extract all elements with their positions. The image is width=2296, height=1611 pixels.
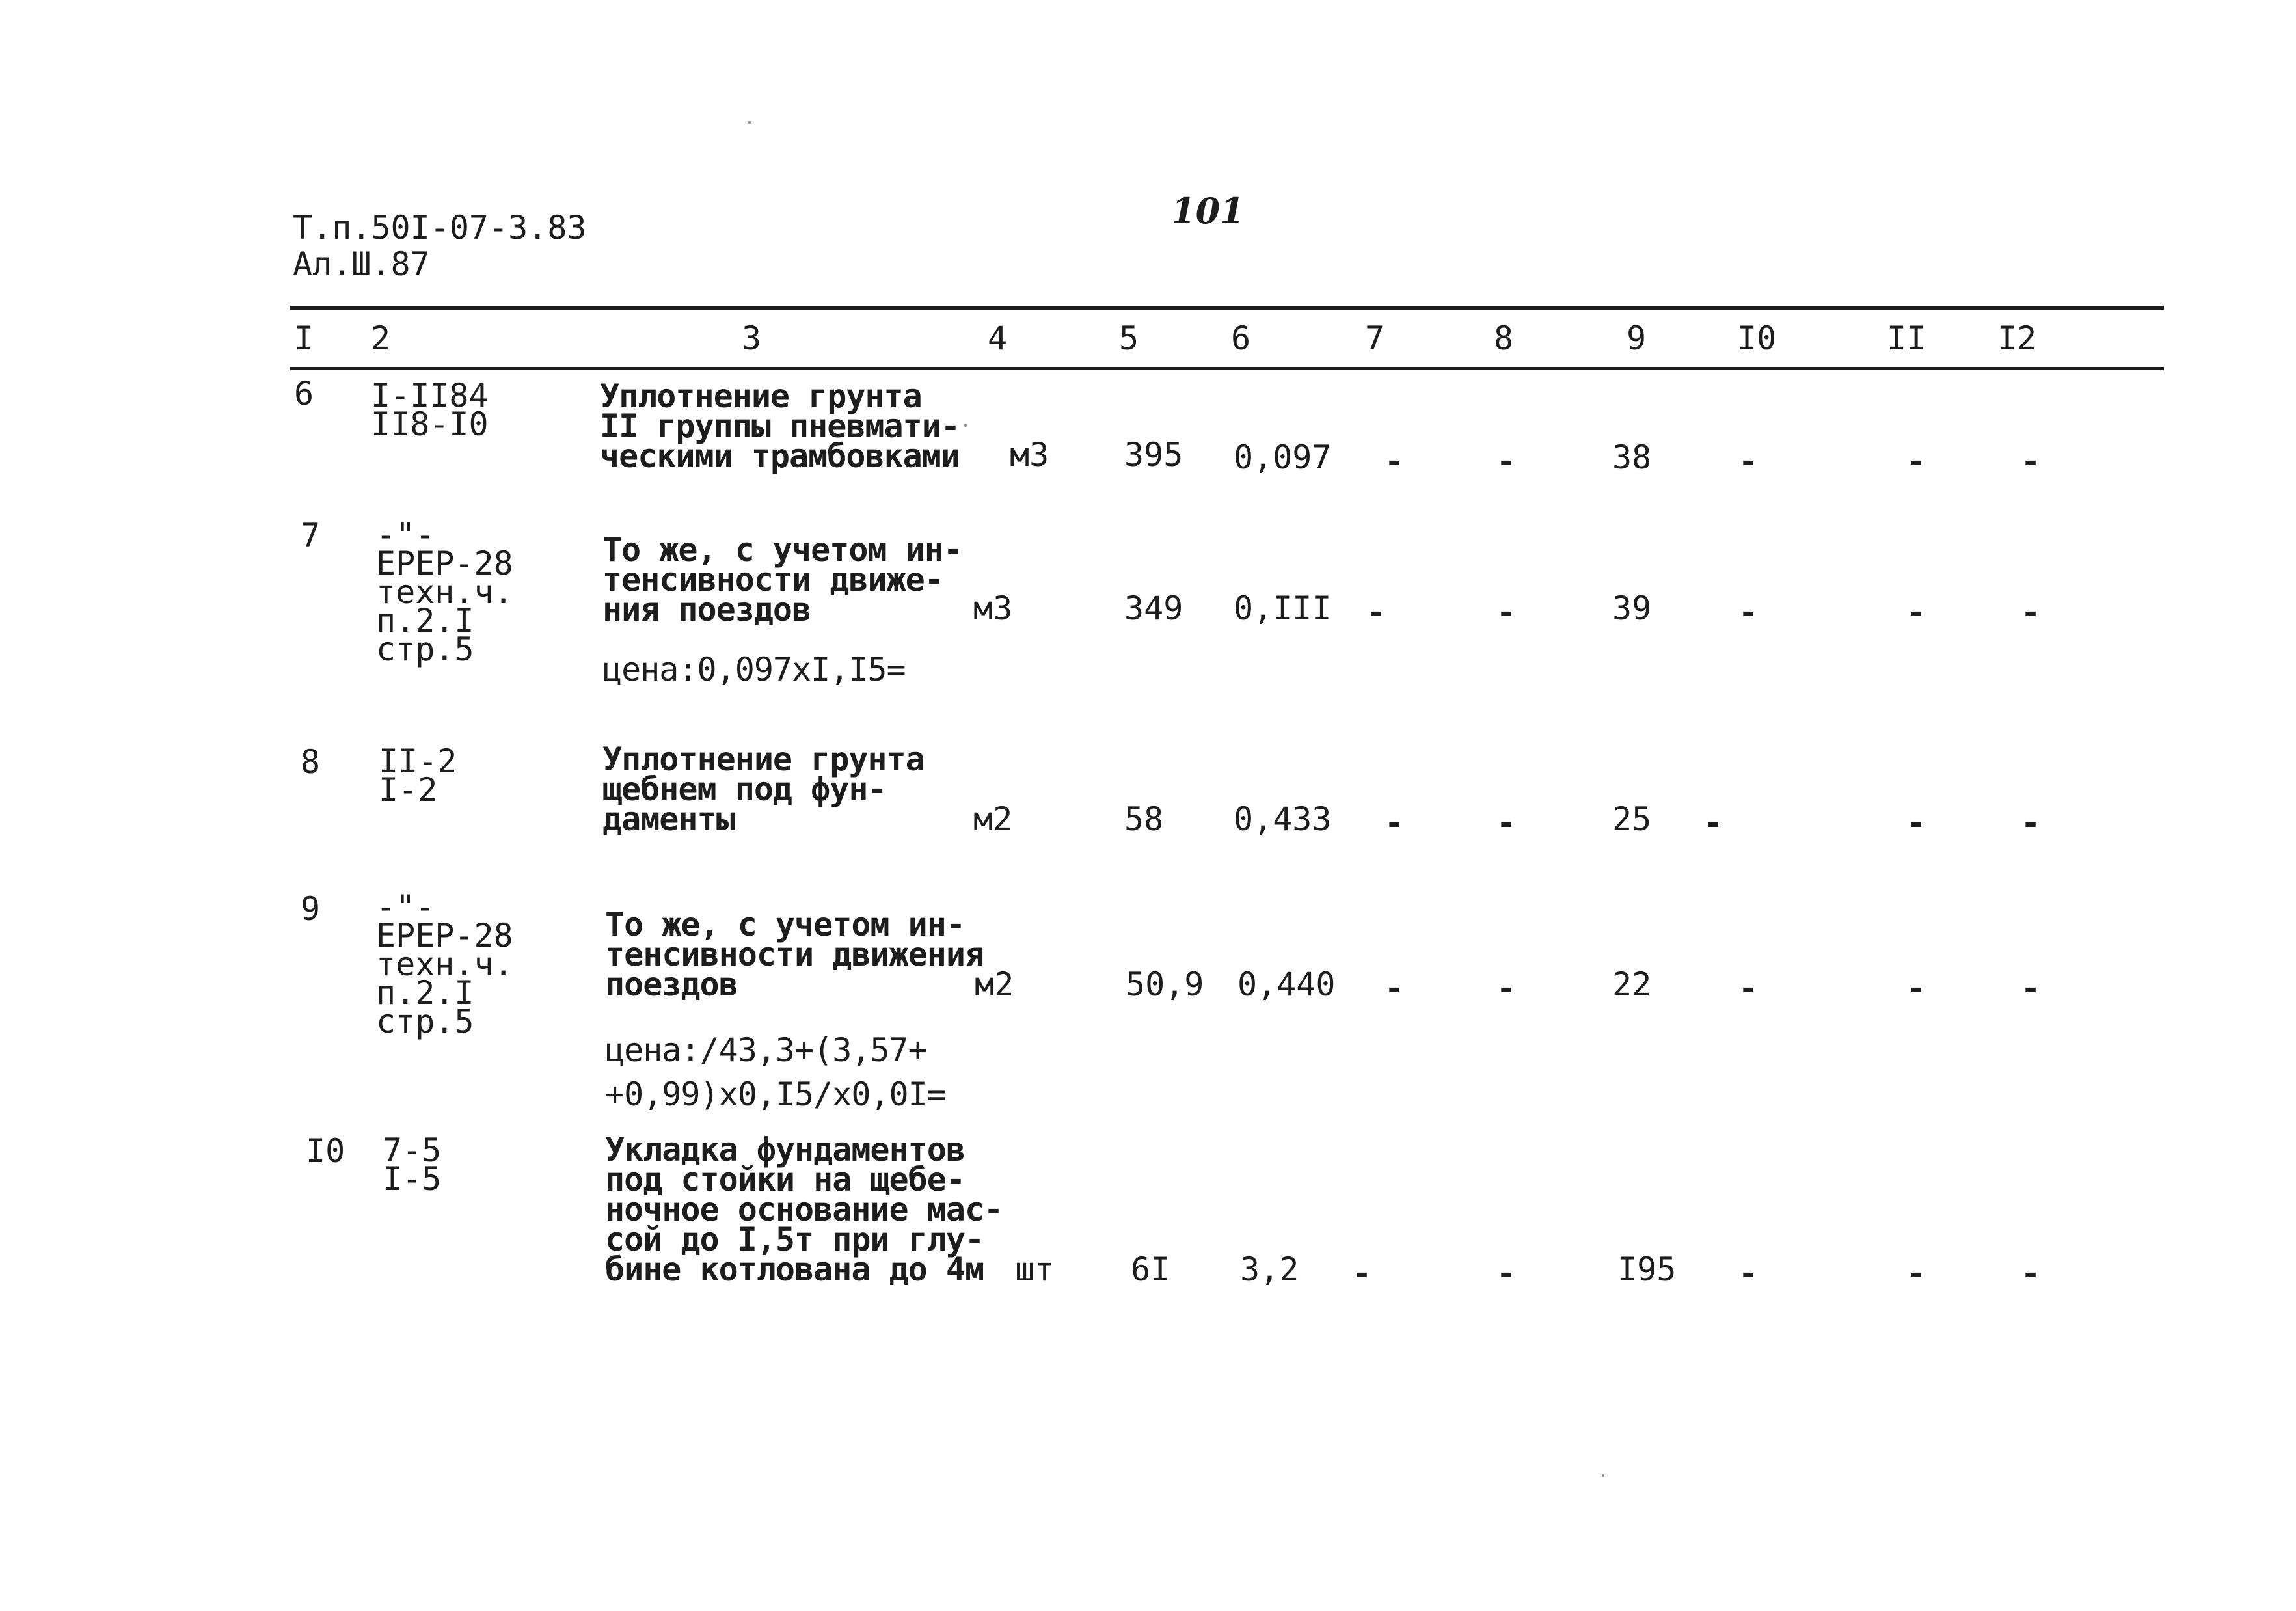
row-number: 9 bbox=[301, 890, 321, 928]
cell-col8: - bbox=[1496, 1254, 1517, 1292]
cell-col10: - bbox=[1738, 1254, 1759, 1292]
column-header-8: 8 bbox=[1494, 319, 1514, 357]
cell-col8: - bbox=[1496, 442, 1517, 480]
row-number: 6 bbox=[294, 375, 314, 413]
norm-code: -"- ЕРЕР-28 техн.ч. п.2.I стр.5 bbox=[376, 516, 513, 668]
work-description: То же, с учетом ин- тенсивности движения поездов bbox=[605, 906, 984, 1003]
row-number: I0 bbox=[306, 1132, 345, 1170]
column-header-4: 4 bbox=[988, 319, 1008, 357]
quantity: 395 bbox=[1124, 436, 1183, 474]
column-header-6: 6 bbox=[1231, 319, 1251, 357]
row-number: 8 bbox=[301, 743, 321, 781]
scan-speck bbox=[964, 424, 967, 427]
unit-cost: 0,III bbox=[1234, 589, 1332, 627]
unit-cost: 0,097 bbox=[1234, 439, 1332, 476]
column-header-3: 3 bbox=[742, 319, 762, 357]
cell-col11: - bbox=[1906, 804, 1926, 842]
price-note: цена:0,097хI,I5= bbox=[602, 651, 906, 688]
table-top-rule bbox=[290, 306, 2164, 310]
cell-col7: - bbox=[1384, 804, 1405, 842]
cell-col12: - bbox=[2021, 1254, 2041, 1292]
quantity: 6I bbox=[1131, 1251, 1170, 1288]
cell-col7: - bbox=[1384, 442, 1405, 480]
cell-col8: - bbox=[1496, 969, 1517, 1007]
cell-col8: - bbox=[1496, 804, 1517, 842]
column-header-1: I bbox=[294, 319, 314, 357]
cell-col8: - bbox=[1496, 593, 1517, 631]
norm-code: -"- ЕРЕР-28 техн.ч. п.2.I стр.5 bbox=[376, 888, 513, 1040]
total-cost: 25 bbox=[1612, 800, 1652, 838]
work-description: То же, с учетом ин- тенсивности движе- ния поездов bbox=[602, 531, 962, 629]
doc-code: Т.п.50I-07-3.83 bbox=[293, 209, 587, 247]
norm-code: 7-5 I-5 bbox=[383, 1131, 442, 1198]
unit: м3 bbox=[973, 589, 1013, 627]
norm-code: I-II84 II8-I0 bbox=[371, 377, 489, 443]
row-number: 7 bbox=[301, 517, 321, 554]
norm-code: II-2 I-2 bbox=[379, 742, 457, 809]
total-cost: 38 bbox=[1612, 439, 1652, 476]
price-note: цена:/43,3+(3,57+ +0,99)х0,I5/х0,0I= bbox=[605, 1031, 946, 1113]
cell-col12: - bbox=[2021, 969, 2041, 1007]
cell-col10: - bbox=[1738, 969, 1759, 1007]
work-description: Уплотнение грунта II группы пневмати- ческими трамбовками bbox=[600, 377, 960, 475]
cell-col11: - bbox=[1906, 969, 1926, 1007]
column-header-7: 7 bbox=[1365, 319, 1385, 357]
unit: шт bbox=[1015, 1251, 1055, 1288]
scan-speck bbox=[748, 121, 751, 124]
album-reference: Ал.Ш.87 bbox=[293, 245, 430, 283]
column-header-5: 5 bbox=[1119, 319, 1139, 357]
quantity: 349 bbox=[1124, 589, 1183, 627]
table-header-rule bbox=[290, 367, 2164, 370]
cell-col12: - bbox=[2021, 593, 2041, 631]
cell-col10: - bbox=[1738, 442, 1759, 480]
quantity: 50,9 bbox=[1126, 966, 1204, 1003]
cell-col7: - bbox=[1352, 1254, 1372, 1292]
unit: м2 bbox=[973, 800, 1013, 838]
unit: м3 bbox=[1010, 436, 1049, 474]
cell-col11: - bbox=[1906, 593, 1926, 631]
column-header-11: II bbox=[1887, 319, 1926, 357]
page-number: 101 bbox=[1171, 190, 1245, 232]
scan-speck bbox=[1602, 1474, 1604, 1477]
unit: м2 bbox=[975, 966, 1014, 1003]
total-cost: 39 bbox=[1612, 589, 1652, 627]
total-cost: I95 bbox=[1617, 1251, 1677, 1288]
quantity: 58 bbox=[1124, 800, 1164, 838]
unit-cost: 0,433 bbox=[1234, 800, 1332, 838]
cell-col12: - bbox=[2021, 804, 2041, 842]
document-header bbox=[293, 210, 587, 282]
cell-col7: - bbox=[1384, 969, 1405, 1007]
cell-col10: - bbox=[1738, 593, 1759, 631]
work-description: Уплотнение грунта щебнем под фун- даменты bbox=[602, 740, 925, 838]
column-header-10: I0 bbox=[1737, 319, 1777, 357]
unit-cost: 3,2 bbox=[1240, 1251, 1299, 1288]
cell-col11: - bbox=[1906, 442, 1926, 480]
column-header-9: 9 bbox=[1627, 319, 1647, 357]
column-header-12: I2 bbox=[1997, 319, 2037, 357]
total-cost: 22 bbox=[1612, 966, 1652, 1003]
column-header-2: 2 bbox=[371, 319, 391, 357]
cell-col10: - bbox=[1703, 804, 1723, 842]
work-description: Укладка фундаментов под стойки на щебе- ночное основание мас- сой до I,5т при глу- бине котлована до 4м bbox=[605, 1131, 1003, 1288]
cell-col11: - bbox=[1906, 1254, 1926, 1292]
cell-col12: - bbox=[2021, 442, 2041, 480]
cell-col7: - bbox=[1366, 593, 1386, 631]
unit-cost: 0,440 bbox=[1237, 966, 1336, 1003]
